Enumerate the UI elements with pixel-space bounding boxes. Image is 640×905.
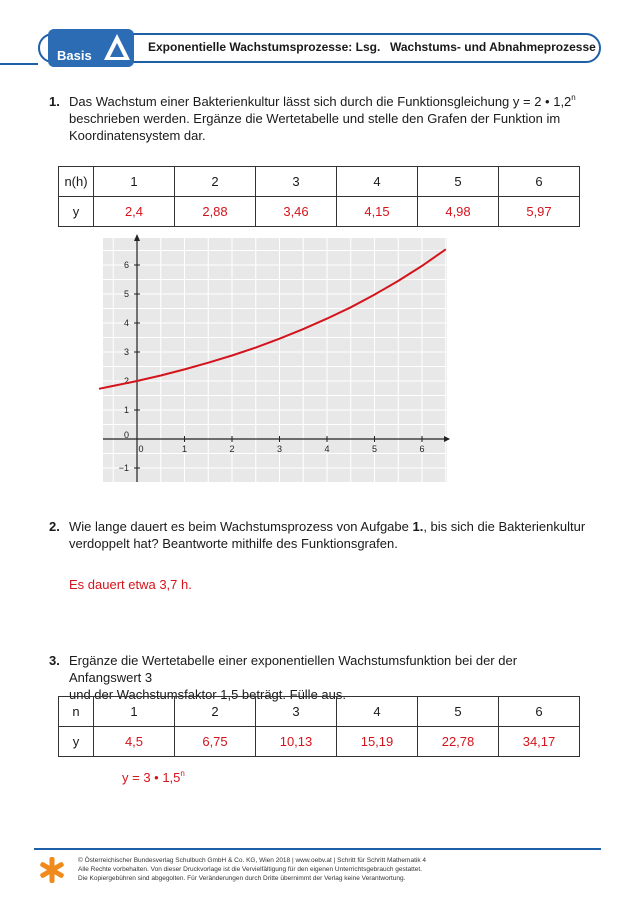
answer-cell: 4,15 [337,197,418,227]
table-cell: 4 [337,167,418,197]
task-3-line-2: und der Wachstumsfaktor 1,5 beträgt. Fülle aus. [69,687,346,702]
x-tick-label: 6 [419,444,425,454]
task-1-line-2: beschrieben werden. Ergänze die Wertetabelle und stelle den Grafen der Funktion im [69,111,561,126]
table-cell: 3 [256,167,337,197]
answer-cell: 2,88 [175,197,256,227]
task-3-formula-base: y = 3 • 1,5 [122,770,181,785]
task-2-line-1-pre: Wie lange dauert es beim Wachstumsprozess von Aufgabe [69,519,413,534]
task-3-number: 3. [49,653,60,668]
task-2-line-1-ref: 1. [412,519,424,534]
answer-cell: 22,78 [418,727,499,757]
answer-cell: 2,4 [94,197,175,227]
task-2-line-2: verdoppelt hat? Beantworte mithilfe des Funktionsgrafen. [69,536,398,551]
x-tick-label: 5 [371,444,378,454]
footer-line-2: Alle Rechte vorbehalten. Von dieser Druckvorlage ist die Vervielfältigung für den eigenen Unterrichtsgebrauch gestattet. [78,866,422,873]
table-cell: 5 [418,697,499,727]
table-cell: 3 [256,697,337,727]
table-cell: 1 [94,697,175,727]
publisher-asterisk-logo-icon [37,855,67,885]
x-tick-label: 3 [276,444,283,454]
task-1-exponent: n [571,93,576,102]
x-tick-label: 1 [181,444,188,454]
footer-text [78,856,578,883]
task-3-formula [122,770,185,785]
task-2-line-1-post: , bis sich die Bakterienkultur [423,519,586,534]
task-3-line-1: Ergänze die Wertetabelle einer exponentiellen Wachstumsfunktion bei der der Anfangswert 3 [69,653,518,685]
x-tick-label: 0 [138,444,144,454]
footer-divider [34,848,601,850]
header-title-right: Wachstums- und Abnahmeprozesse [390,40,596,54]
answer-cell: 4,5 [94,727,175,757]
answer-cell: 5,97 [499,197,580,227]
y-tick-label: 3 [123,347,129,357]
table-head-cell: y [59,727,94,757]
answer-cell: 10,13 [256,727,337,757]
answer-cell: 34,17 [499,727,580,757]
table-head-cell: n(h) [59,167,94,197]
task-1-line-3: Koordinatensystem dar. [69,128,206,143]
table-cell: 6 [499,697,580,727]
plot-background [103,238,447,482]
table-cell: 1 [94,167,175,197]
answer-cell: 3,46 [256,197,337,227]
y-tick-label: 1 [123,405,129,415]
table-cell: 2 [175,697,256,727]
table-cell: 6 [499,167,580,197]
answer-cell: 4,98 [418,197,499,227]
x-tick-label: 2 [229,444,235,454]
y-tick-label: −1 [118,463,129,473]
y-tick-label: 0 [123,430,129,440]
y-tick-label: 6 [123,260,129,270]
task-2-answer: Es dauert etwa 3,7 h. [69,577,192,592]
y-tick-label: 2 [123,376,129,386]
table-cell: 4 [337,697,418,727]
y-tick-label: 4 [123,318,129,328]
table-head-cell: y [59,197,94,227]
footer-line-1: © Österreichischer Bundesverlag Schulbuch GmbH & Co. KG, Wien 2018 | www.oebv.at | Schritt für Schritt Mathematik 4 [78,857,426,864]
footer-line-3: Die Kopiergebühren sind abgegolten. Für Veränderungen durch Dritte übernimmt der Verlag keine Verantwortung. [78,875,406,882]
badge-label: Basis [57,48,92,63]
x-tick-label: 4 [324,444,330,454]
y-axis-arrow-icon [134,234,140,241]
task-1-number: 1. [49,94,60,109]
y-tick-label: 5 [123,289,129,299]
task-2-text [69,518,589,552]
table-row [59,697,580,727]
table-row [59,727,580,757]
table-head-cell: n [59,697,94,727]
task-3-formula-exponent: n [180,769,185,778]
table-cell: 2 [175,167,256,197]
table-cell: 5 [418,167,499,197]
answer-cell: 15,19 [337,727,418,757]
header-title-left: Exponentielle Wachstumsprozesse: Lsg. [148,40,381,54]
task-2-number: 2. [49,519,60,534]
answer-cell: 6,75 [175,727,256,757]
task-1-line-1: Das Wachstum einer Bakterienkultur lässt sich durch die Funktionsgleichung y = 2 • 1,2 [69,94,572,109]
task-3-value-table [58,696,580,757]
